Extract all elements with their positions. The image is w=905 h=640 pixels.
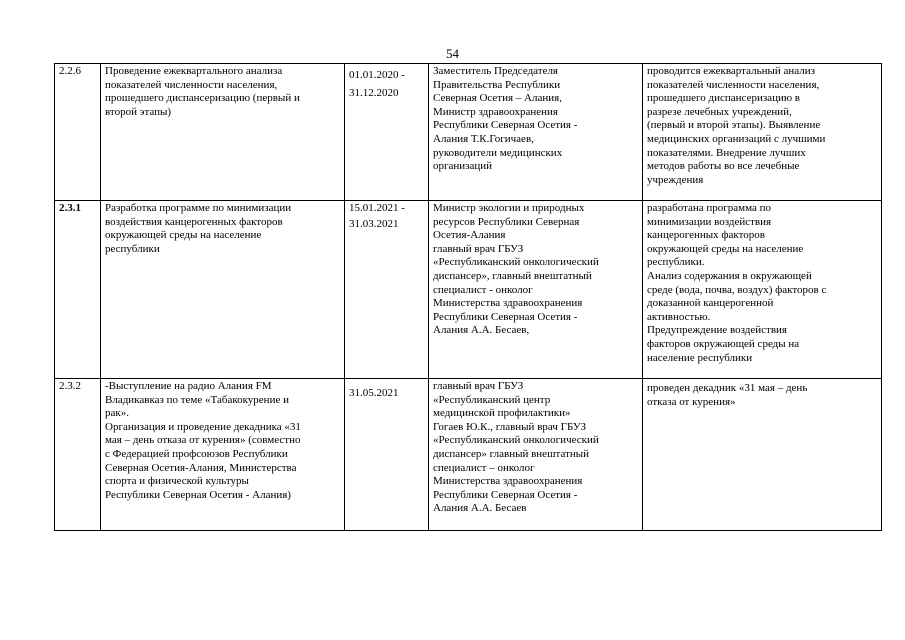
responsible-line: Гогаев Ю.К., главный врач ГБУЗ [433, 420, 587, 433]
event-cell [101, 64, 345, 201]
table-row [55, 64, 882, 201]
result-line: методов работы во все лечебные [647, 160, 800, 173]
date-line: 15.01.2021 - [349, 202, 405, 214]
responsible-line: специалист – онколог [433, 461, 535, 474]
page-number: 54 [446, 46, 459, 61]
event-line: воздействия канцерогенных факторов [105, 215, 283, 228]
responsible-line: «Республиканский онкологический [433, 256, 599, 269]
result-line: прошедшего диспансеризацию в [647, 92, 801, 105]
result-line: активностью. [647, 310, 711, 323]
event-line: Владикавказ по теме «Табакокурение и [105, 393, 289, 406]
row-number-cell [55, 64, 101, 201]
responsible-line: руководители медицинских [433, 146, 563, 159]
result-line: проведен декадник «31 мая – день [647, 382, 808, 394]
event-line: Организация и проведение декадника «31 [105, 420, 301, 433]
responsible-cell [429, 64, 643, 201]
responsible-line: Осетия-Алания [433, 229, 506, 242]
responsible-line: Правительства Республики [433, 78, 561, 91]
event-line: рак». [105, 407, 129, 420]
responsible-line: Алания А.А. Бесаев, [433, 324, 530, 337]
event-line: Разработка программе по минимизации [105, 202, 292, 214]
event-cell [101, 201, 345, 379]
responsible-line: диспансер», главный внештатный [433, 269, 592, 282]
event-line: Северная Осетия-Алания, Министерства [105, 461, 297, 474]
date-line: 31.05.2021 [349, 387, 399, 399]
row-number: 2.3.2 [59, 380, 81, 392]
date-line: 01.01.2020 - [349, 69, 405, 81]
date-cell [345, 201, 429, 379]
responsible-line: главный врач ГБУЗ [433, 242, 524, 255]
date-cell [345, 64, 429, 201]
date-line: 31.12.2020 [349, 86, 399, 99]
result-line: минимизации воздействия [647, 215, 772, 228]
responsible-line: Республики Северная Осетия - [433, 119, 578, 132]
responsible-line: Северная Осетия – Алания, [433, 92, 562, 105]
responsible-line: «Республиканский онкологический [433, 434, 599, 447]
responsible-line: специалист - онколог [433, 283, 533, 296]
event-line: прошедшего диспансеризацию (первый и [105, 92, 300, 105]
date-line: 31.03.2021 [349, 217, 399, 230]
responsible-line: Республики Северная Осетия - [433, 488, 578, 501]
date-cell [345, 379, 429, 531]
event-line: мая – день отказа от курения» (совместно [105, 434, 301, 447]
responsible-line: Министерства здравоохранения [433, 475, 583, 488]
event-line: окружающей среды на население [105, 229, 262, 242]
responsible-line: Республики Северная Осетия - [433, 310, 578, 323]
row-number: 2.2.6 [59, 65, 81, 77]
result-line: окружающей среды на население [647, 242, 804, 255]
event-line: с Федерацией профсоюзов Республики [105, 447, 288, 460]
result-line: среде (вода, почва, воздух) факторов с [647, 283, 827, 296]
result-line: показателей численности населения, [647, 78, 820, 91]
row-number-cell [55, 379, 101, 531]
result-line: факторов окружающей среды на [647, 337, 800, 350]
plan-table [54, 63, 882, 531]
responsible-line: Министр здравоохранения [433, 105, 558, 118]
result-line: Анализ содержания в окружающей [647, 269, 812, 282]
table-row [55, 379, 882, 531]
result-line: разрезе лечебных учреждений, [647, 105, 792, 118]
event-cell [101, 379, 345, 531]
result-line: население республики [647, 351, 753, 364]
responsible-cell [429, 379, 643, 531]
row-number: 2.3.1 [59, 202, 81, 214]
responsible-line: организаций [433, 160, 493, 173]
result-line: отказа от курения» [647, 395, 736, 408]
responsible-line: Министр экологии и природных [433, 202, 585, 214]
result-line: Предупреждение воздействия [647, 324, 787, 337]
result-line: проводится ежеквартальный анализ [647, 65, 815, 77]
event-line: Проведение ежеквартального анализа [105, 65, 283, 77]
result-line: республики. [647, 256, 705, 269]
event-line: показателей численности населения, [105, 78, 278, 91]
result-line: медицинских организаций с лучшими [647, 132, 826, 145]
responsible-line: Алания А.А. Бесаев [433, 502, 527, 515]
responsible-line: Алания Т.К.Гогичаев, [433, 132, 534, 145]
responsible-line: «Республиканский центр [433, 393, 551, 406]
event-line: спорта и физической культуры [105, 475, 249, 488]
event-line: второй этапы) [105, 105, 172, 118]
result-cell [643, 201, 882, 379]
result-line: учреждения [647, 173, 704, 186]
event-line: республики [105, 242, 160, 255]
result-line: канцерогенных факторов [647, 229, 765, 242]
table-row [55, 201, 882, 379]
responsible-line: ресурсов Республики Северная [433, 215, 580, 228]
result-cell [643, 379, 882, 531]
responsible-line: медицинской профилактики» [433, 407, 571, 420]
result-line: (первый и второй этапы). Выявление [647, 119, 821, 132]
event-line: -Выступление на радио Алания FM [105, 380, 272, 392]
responsible-cell [429, 201, 643, 379]
result-line: разработана программа по [647, 202, 772, 214]
responsible-line: главный врач ГБУЗ [433, 380, 524, 392]
responsible-line: диспансер» главный внештатный [433, 447, 590, 460]
event-line: Республики Северная Осетия - Алания) [105, 488, 291, 501]
result-line: показателями. Внедрение лучших [647, 146, 806, 159]
row-number-cell [55, 201, 101, 379]
responsible-line: Министерства здравоохранения [433, 297, 583, 310]
responsible-line: Заместитель Председателя [433, 65, 558, 77]
result-cell [643, 64, 882, 201]
result-line: доказанной канцерогенной [647, 297, 774, 310]
